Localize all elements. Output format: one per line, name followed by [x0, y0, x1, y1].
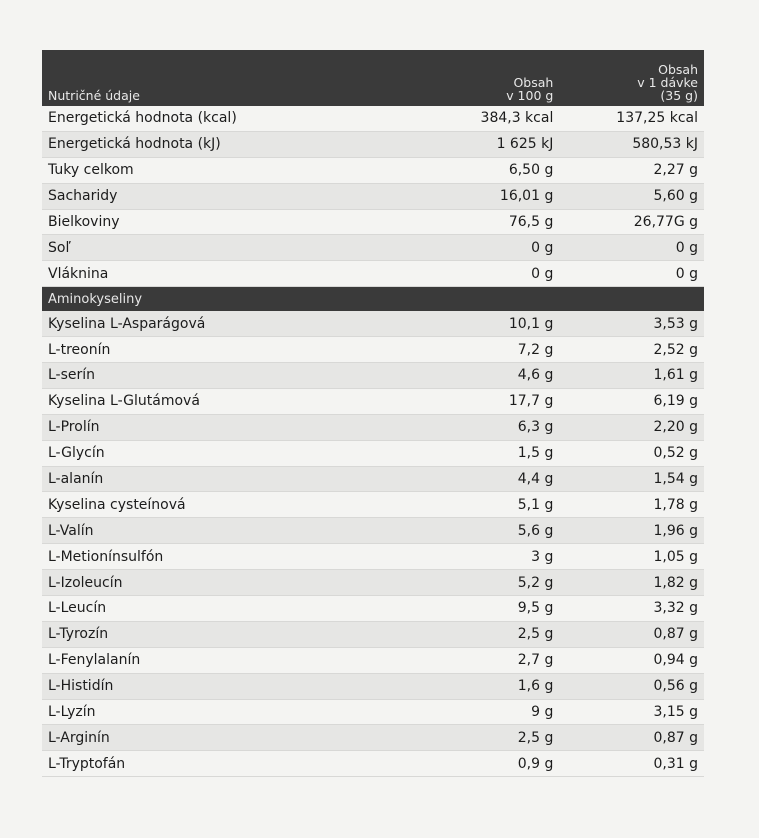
value-per-100g: 6,50 g [508, 162, 554, 179]
value-per-serving: 580,53 kJ [632, 136, 699, 153]
value-per-100g: 0 g [531, 265, 554, 282]
value-per-100g: 1,6 g [517, 678, 554, 695]
value-per-100g: 2,5 g [517, 729, 554, 746]
value-per-serving: 0 g [675, 265, 699, 282]
value-per-100g: 76,5 g [508, 214, 554, 230]
value-per-100g: 5,6 g [517, 522, 554, 539]
value-per-serving: 3,32 g [653, 600, 699, 617]
nutrient-name: Kyselina cysteínová [48, 496, 186, 513]
value-per-100g: 9 g [531, 704, 554, 721]
nutrition-label [42, 50, 704, 777]
nutrient-name: L-Leucín [48, 600, 107, 617]
value-per-100g: 17,7 g [508, 393, 554, 410]
value-per-serving: 2,52 g [653, 341, 699, 358]
header-per-100g: Obsah v 100 g [506, 75, 554, 103]
value-per-serving: 1,54 g [653, 471, 699, 488]
table-row [42, 725, 704, 751]
table-row [42, 311, 704, 337]
table-row [42, 492, 704, 518]
nutrient-name: Vláknina [48, 265, 109, 282]
value-per-serving: 1,05 g [653, 548, 699, 565]
nutrient-name: Energetická hodnota (kJ) [48, 136, 221, 153]
value-per-serving: 0,52 g [653, 445, 699, 462]
value-per-serving: 0,87 g [653, 626, 699, 643]
table-row [42, 467, 704, 493]
table-row [42, 518, 704, 544]
nutrient-name: L-Valín [48, 522, 94, 539]
value-per-100g: 7,2 g [517, 341, 554, 358]
value-per-100g: 2,5 g [517, 626, 554, 643]
nutrient-name: L-Fenylalanín [48, 652, 141, 669]
table-row [42, 570, 704, 596]
value-per-100g: 9,5 g [517, 600, 554, 617]
nutrient-name: L-treonín [48, 341, 111, 358]
table-row [42, 337, 704, 363]
value-per-100g: 6,3 g [517, 419, 554, 436]
nutrient-name: L-Metionínsulfón [48, 548, 164, 565]
nutrient-name: Kyselina L-Glutámová [48, 393, 200, 410]
value-per-100g: 1,5 g [517, 445, 554, 462]
table-row [42, 106, 704, 132]
value-per-100g: 2,7 g [517, 652, 554, 669]
value-per-serving: 137,25 kcal [616, 110, 699, 127]
table-row [42, 132, 704, 158]
value-per-serving: 3,53 g [653, 315, 699, 332]
value-per-serving: 0,87 g [653, 729, 699, 746]
table-row [42, 622, 704, 648]
value-per-serving: 3,15 g [653, 704, 699, 721]
value-per-serving: 1,61 g [653, 367, 699, 384]
nutrient-name: Soľ [48, 239, 71, 256]
nutrient-name: Bielkoviny [48, 214, 120, 230]
nutrient-name: L-alanín [48, 471, 104, 488]
table-row [42, 235, 704, 261]
value-per-100g: 3 g [531, 548, 554, 565]
value-per-serving: 5,60 g [653, 188, 699, 205]
nutrient-name: L-Izoleucín [48, 574, 123, 591]
header-title: Nutričné údaje [48, 88, 140, 103]
nutrient-name: Sacharidy [48, 188, 118, 205]
nutrient-name: L-Tyrozín [48, 626, 109, 643]
value-per-100g: 384,3 kcal [480, 110, 554, 127]
nutrition-rows [42, 106, 704, 287]
nutrient-name: L-Glycín [48, 445, 105, 462]
value-per-100g: 1 625 kJ [496, 136, 554, 153]
table-row [42, 700, 704, 726]
value-per-serving: 0,56 g [653, 678, 699, 695]
nutrient-name: Kyselina L-Asparágová [48, 315, 206, 332]
value-per-100g: 5,1 g [517, 496, 554, 513]
value-per-serving: 1,82 g [653, 574, 699, 591]
value-per-serving: 0 g [675, 239, 699, 256]
table-row [42, 544, 704, 570]
nutrient-name: L-Lyzín [48, 704, 96, 721]
nutrient-name: Energetická hodnota (kcal) [48, 110, 237, 127]
value-per-serving: 1,96 g [653, 522, 699, 539]
value-per-serving: 1,78 g [653, 496, 699, 513]
value-per-serving: 6,19 g [653, 393, 699, 410]
amino-rows [42, 311, 704, 777]
value-per-serving: 0,31 g [653, 755, 699, 772]
table-row [42, 441, 704, 467]
value-per-serving: 0,94 g [653, 652, 699, 669]
table-row [42, 261, 704, 287]
table-row [42, 648, 704, 674]
nutrient-name: L-Arginín [48, 729, 110, 746]
table-row [42, 389, 704, 415]
value-per-serving: 2,20 g [653, 419, 699, 436]
value-per-100g: 0,9 g [517, 755, 554, 772]
nutrient-name: L-serín [48, 367, 96, 384]
table-row [42, 415, 704, 441]
table-row [42, 210, 704, 236]
header-per-serving: Obsah v 1 dávke (35 g) [637, 62, 698, 103]
value-per-100g: 10,1 g [508, 315, 554, 332]
value-per-100g: 5,2 g [517, 574, 554, 591]
value-per-100g: 16,01 g [499, 188, 554, 205]
table-row [42, 184, 704, 210]
value-per-100g: 4,6 g [517, 367, 554, 384]
value-per-serving: 2,27 g [653, 162, 699, 179]
nutrient-name: L-Histidín [48, 678, 114, 695]
value-per-100g: 4,4 g [517, 471, 554, 488]
table-row [42, 751, 704, 777]
table-row [42, 363, 704, 389]
nutrient-name: L-Prolín [48, 419, 100, 436]
value-per-serving: 26,77G g [633, 214, 699, 230]
value-per-100g: 0 g [531, 239, 554, 256]
table-row [42, 674, 704, 700]
nutrient-name: L-Tryptofán [48, 755, 126, 772]
section-header-amino: Aminokyseliny [42, 287, 704, 311]
nutrient-name: Tuky celkom [48, 162, 134, 179]
table-row [42, 596, 704, 622]
table-header [42, 50, 704, 106]
table-row [42, 158, 704, 184]
